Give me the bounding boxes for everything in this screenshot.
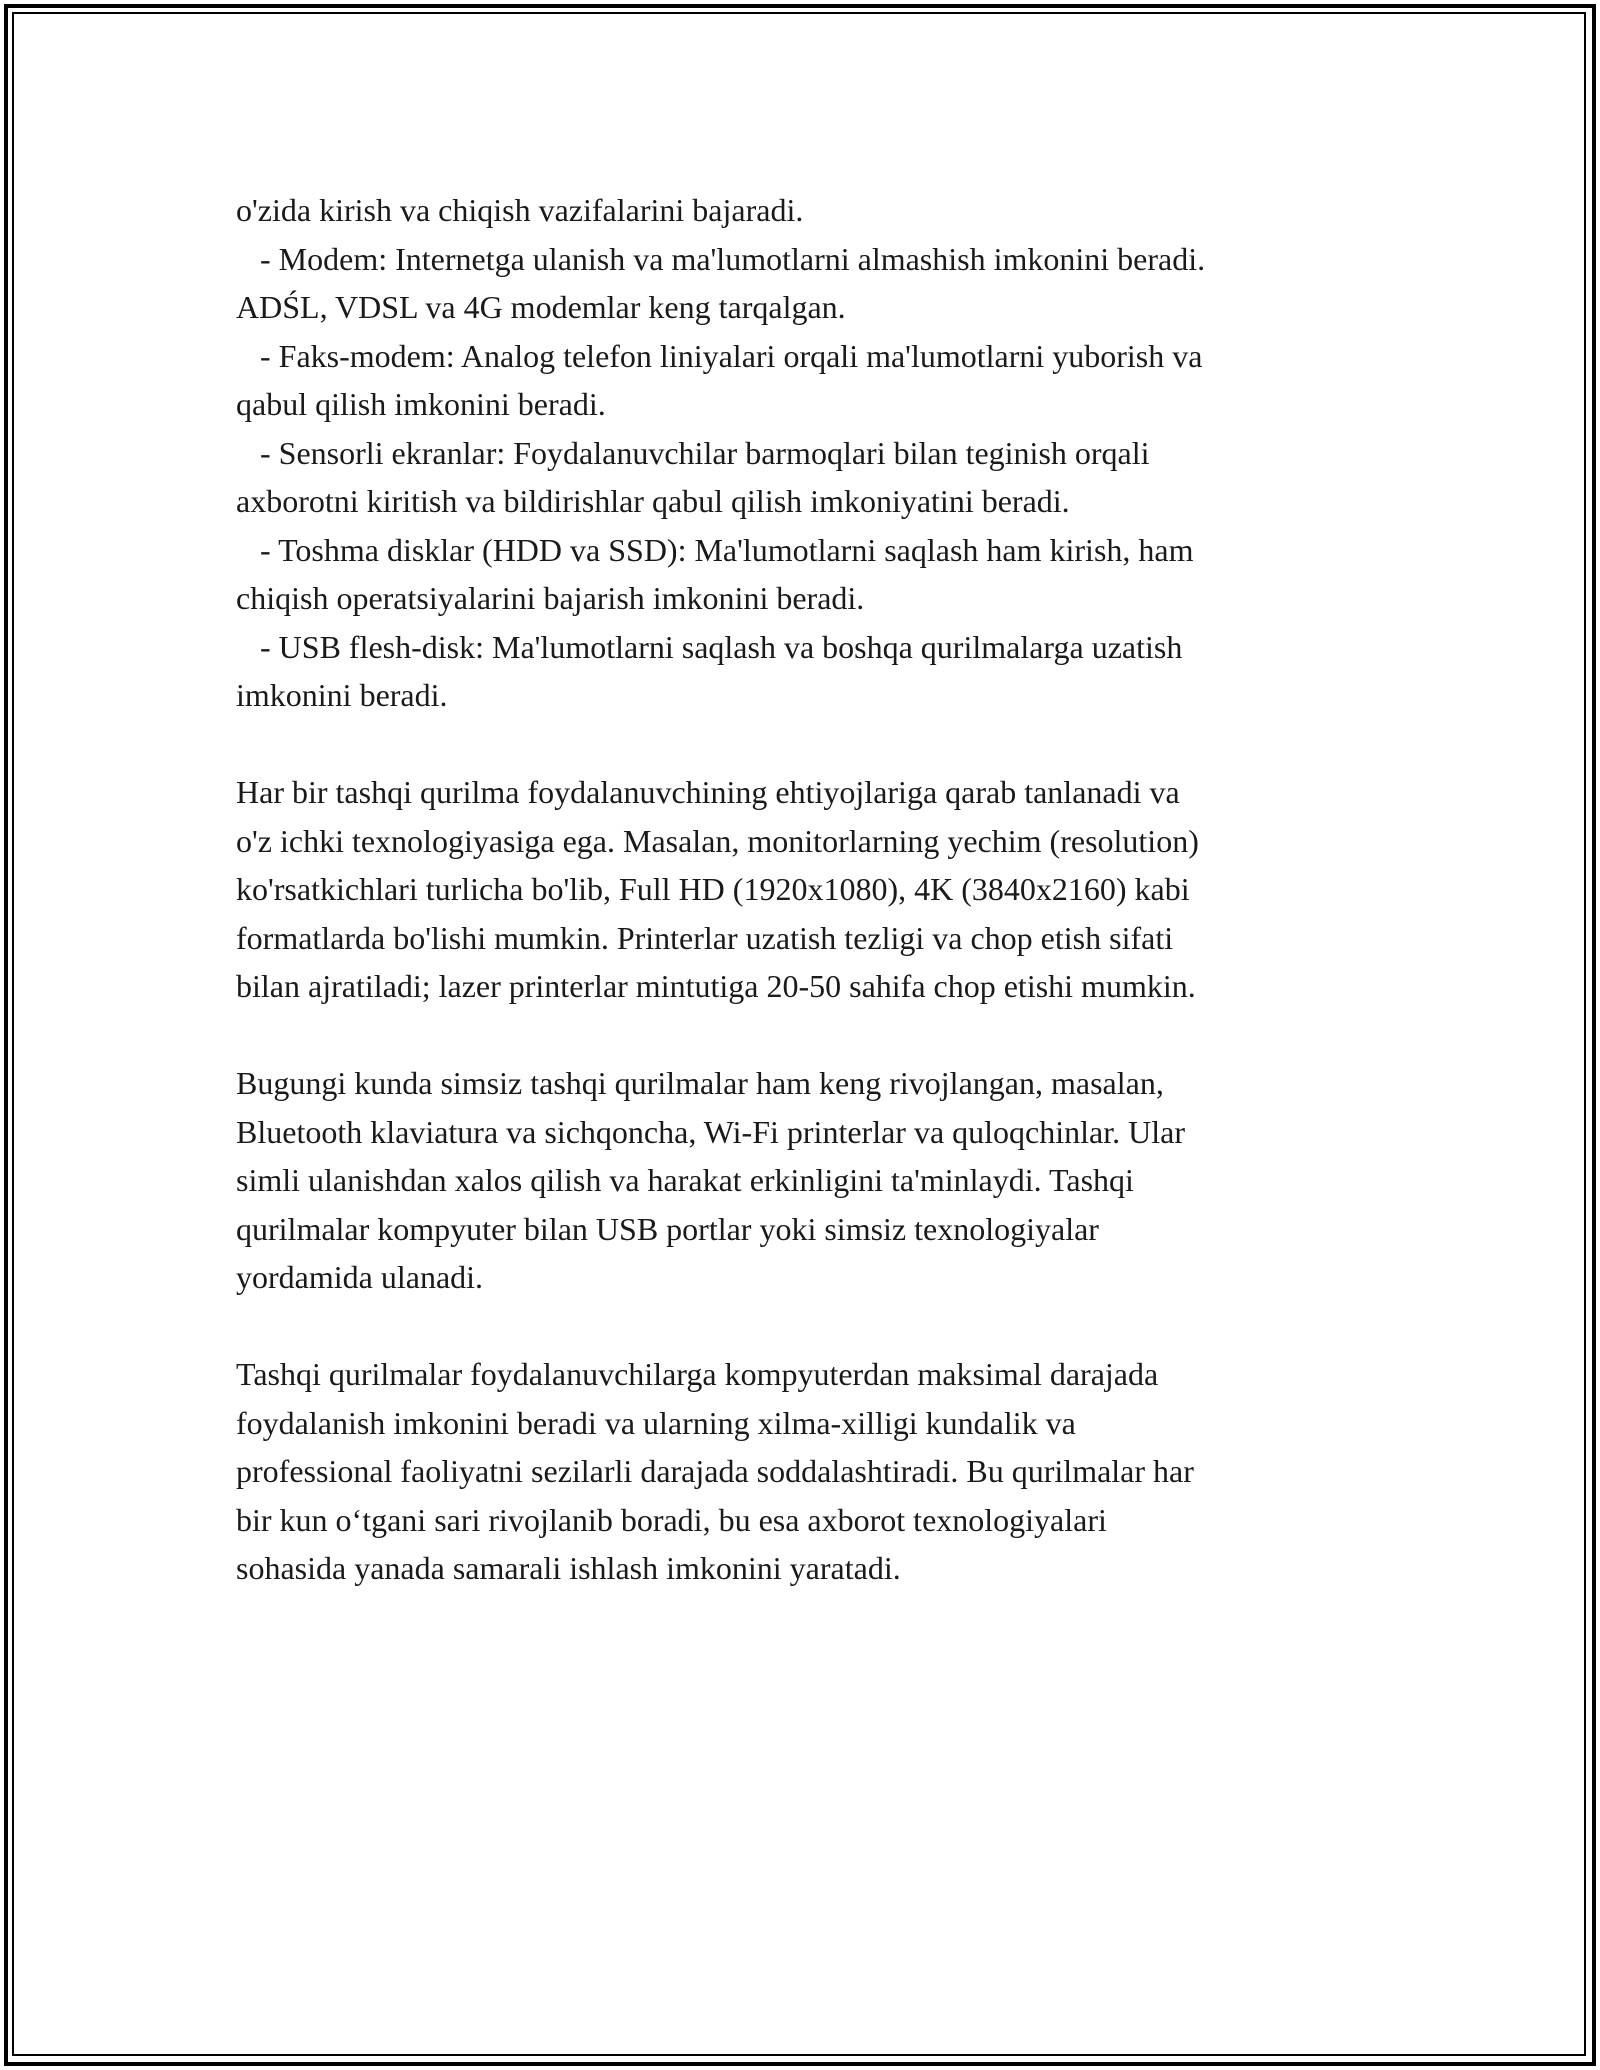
paragraph-line: bir kun o‘tgani sari rivojlanib boradi, bu esa axborot texnologiyalari — [236, 1501, 1107, 1538]
paragraph-line: Bluetooth klaviatura va sichqoncha, Wi-Fi printerlar va quloqchinlar. Ular — [236, 1113, 1185, 1150]
list-item-touchscreens: - Sensorli ekranlar: Foydalanuvchilar barmoqlari bilan teginish orqali — [236, 434, 1150, 471]
text-line: imkonini beradi. — [236, 677, 448, 713]
text-line: ADŚL, VDSL va 4G modemlar keng tarqalgan. — [236, 289, 846, 325]
list-item-fax-modem: - Faks-modem: Analog telefon liniyalari orqali ma'lumotlarni yuborish va — [236, 337, 1203, 374]
list-item-modem: - Modem: Internetga ulanish va ma'lumotlarni almashish imkonini beradi. — [236, 240, 1206, 277]
paragraph-gap — [236, 720, 1376, 769]
paragraph-line: ko'rsatkichlari turlicha bo'lib, Full HD (1920x1080), 4K (3840x2160) kabi — [236, 871, 1190, 907]
text-line: axborotni kiritish va bildirishlar qabul qilish imkoniyatini beradi. — [236, 483, 1070, 519]
document-body — [236, 186, 1376, 1593]
paragraph-line: Bugungi kunda simsiz tashqi qurilmalar ham keng rivojlangan, masalan, — [236, 1065, 1164, 1101]
paragraph-line: professional faoliyatni sezilarli darajada soddalashtiradi. Bu qurilmalar har — [236, 1453, 1194, 1489]
paragraph-line: o'z ichki texnologiyasiga ega. Masalan, monitorlarning yechim (resolution) — [236, 822, 1199, 859]
paragraph-line: Har bir tashqi qurilma foydalanuvchining ehtiyojlariga qarab tanlanadi va — [236, 774, 1180, 810]
paragraph-line: sohasida yanada samarali ishlash imkonini yaratadi. — [236, 1550, 901, 1586]
text-line: o'zida kirish va chiqish vazifalarini bajaradi. — [236, 192, 804, 228]
text-line: chiqish operatsiyalarini bajarish imkonini beradi. — [236, 580, 865, 616]
paragraph-line: formatlarda bo'lishi mumkin. Printerlar uzatish tezligi va chop etish sifati — [236, 919, 1174, 956]
paragraph-line: Tashqi qurilmalar foydalanuvchilarga kompyuterdan maksimal darajada — [236, 1356, 1159, 1392]
paragraph-line: simli ulanishdan xalos qilish va harakat erkinligini ta'minlaydi. Tashqi — [236, 1162, 1134, 1198]
text-line: qabul qilish imkonini beradi. — [236, 386, 606, 422]
paragraph-gap — [236, 1302, 1376, 1351]
paragraph-line: yordamida ulanadi. — [236, 1259, 484, 1295]
paragraph-line: foydalanish imkonini beradi va ularning xilma-xilligi kundalik va — [236, 1404, 1076, 1441]
list-item-disks: - Toshma disklar (HDD va SSD): Ma'lumotlarni saqlash ham kirish, ham — [236, 531, 1194, 568]
paragraph-line: qurilmalar kompyuter bilan USB portlar yoki simsiz texnologiyalar — [236, 1210, 1099, 1247]
paragraph-line: bilan ajratiladi; lazer printerlar mintutiga 20-50 sahifa chop etishi mumkin. — [236, 968, 1196, 1004]
paragraph-gap — [236, 1011, 1376, 1060]
list-item-usb-flash: - USB flesh-disk: Ma'lumotlarni saqlash va boshqa qurilmalarga uzatish — [236, 628, 1183, 665]
